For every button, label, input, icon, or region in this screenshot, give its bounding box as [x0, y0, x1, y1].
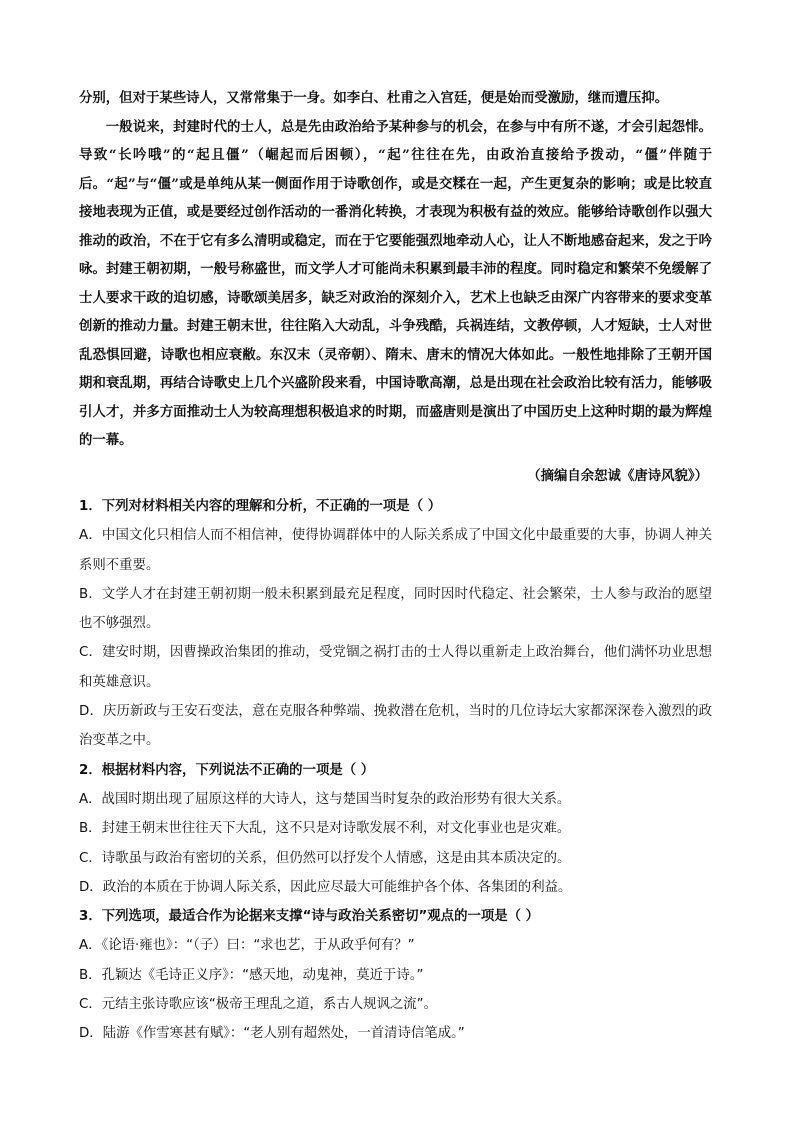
option-c: C．诗歌虽与政治有密切的关系，但仍然可以抒发个人情感，这是由其本质决定的。 — [79, 850, 571, 866]
option-c: C．元结主张诗歌应该“极帝王理乱之道，系古人规讽之流”。 — [79, 997, 437, 1013]
option-d: D．陆游《作雪寒甚有赋》：“老人别有超然处，一首清诗信笔成。” — [79, 1026, 465, 1042]
option-d: D．政治的本质在于协调人际关系，因此应尽最大可能维护各个体、各集团的利益。 — [79, 879, 572, 895]
question-list — [79, 492, 712, 1049]
passage-paragraph-2: 一般说来，封建时代的士人，总是先由政治给予某种参与的机会，在参与中有所不遂，才会引起怨悱。导致“长吟哦”的“起且僵”（崛起而后困顿），“起”往往在先，由政治直接给予拨动，“僵”伴随于后。“起”与“僵”或是单纯从某一侧面作用于诗歌创作，或是交糅在一起，产生更复杂的影响；或是比较直接地表现为正值，或是要经过创作活动的一番消化转换，才表现为积极有益的效应。能够给诗歌创作以强大推动的政治，不在于它有多么清明或稳定，而在于它要能强烈地牵动人心，让人不断地感奋起来，发之于吟咏。封建王朝初期，一般号称盛世，而文学人才可能尚未积累到最丰沛的程度。同时稳定和繁荣不免缓解了士人要求干政的迫切感，诗歌颂美居多，缺乏对政治的深刻介入，艺术上也缺乏由深广内容带来的要求变革创新的推动力量。封建王朝末世，往往陷入大动乱，斗争残酷，兵祸连结，文教停顿，人才短缺，士人对世乱恐惧回避，诗歌也相应衰敝。东汉末（灵帝朝）、隋末、唐末的情况大体如此。一般性地排除了王朝开国期和衰乱期，再结合诗歌史上几个兴盛阶段来看，中国诗歌高潮，总是出现在社会政治比较有活力，能够吸引人才，并多方面推动士人为较高理想积极追求的时期，而盛唐则是演出了中国历史上这种时期的最为辉煌的一幕。 — [79, 118, 712, 448]
option-b: B．封建王朝末世往往天下大乱，这不只是对诗歌发展不利，对文化事业也是灾难。 — [79, 821, 571, 837]
question-3 — [79, 902, 712, 1048]
question-stem: 2．根据材料内容，下列说法不正确的一项是（ ） — [79, 762, 375, 778]
question-1 — [79, 492, 712, 756]
option-a: A．《论语·雍也》：“（子）曰：“求也艺，于从政乎何有？” — [79, 938, 415, 954]
question-stem: 1．下列对材料相关内容的理解和分析，不正确的一项是（ ） — [79, 499, 442, 514]
question-stem: 3．下列选项，最适合作为论据来支撑“诗与政治关系密切”观点的一项是（ ） — [79, 909, 540, 925]
passage-paragraph-1: 分别，但对于某些诗人，又常常集于一身。如李白、杜甫之入宫廷，便是始而受激励，继而遭压抑。 — [79, 90, 669, 106]
option-b: B．文学人才在封建王朝初期一般未积累到最充足程度，同时因时代稳定、社会繁荣，士人参与政治的愿望也不够强烈。 — [79, 586, 712, 632]
option-d: D．庆历新政与王安石变法，意在克服各种弊端、挽救潜在危机，当时的几位诗坛大家都深深卷入激烈的政治变革之中。 — [79, 704, 712, 749]
question-2 — [79, 756, 712, 902]
reading-passage — [79, 84, 712, 455]
option-a: A．战国时期出现了屈原这样的大诗人，这与楚国当时复杂的政治形势有很大关系。 — [79, 791, 571, 807]
option-c: C．建安时期，因曹操政治集团的推动，受党锢之祸打击的士人得以重新走上政治舞台，他们满怀功业思想和英雄意识。 — [79, 645, 712, 690]
passage-source-citation: （摘编自余恕诚《唐诗风貌》） — [527, 468, 708, 484]
option-a: A．中国文化只相信人而不相信神，使得协调群体中的人际关系成了中国文化中最重要的大事，协调人神关系则不重要。 — [79, 528, 712, 573]
option-b: B．孔颖达《毛诗正义序》：“感天地，动鬼神，莫近于诗。” — [79, 967, 424, 983]
